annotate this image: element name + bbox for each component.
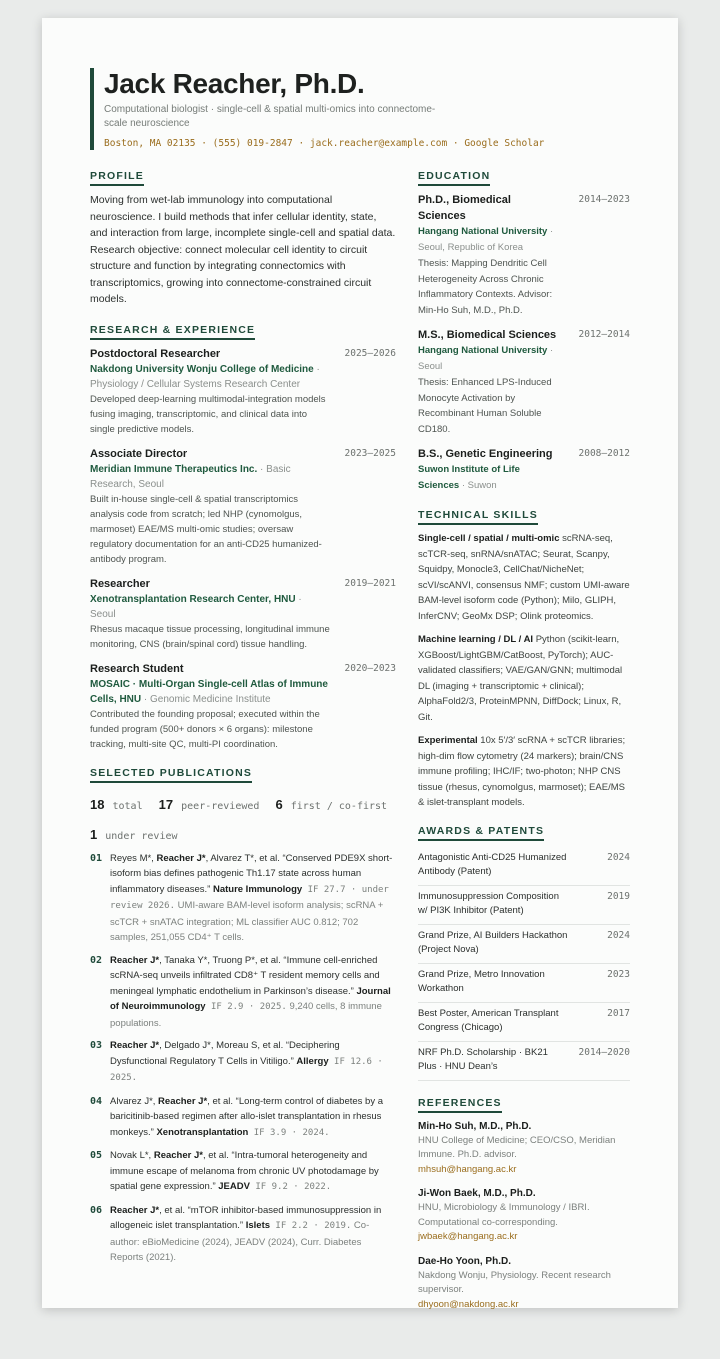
experience-org: Xenotransplantation Research Center, HNU — [90, 593, 296, 605]
experience-description: Built in-house single-cell & spatial transcriptomics analysis code from scratch; led NHP (cynomolgus, marmoset) EAE/MS multi-omic studies; oversaw regulatory documentation for an anti-CD25 humanized-antibody program. — [90, 493, 322, 565]
publication-citation — [110, 1203, 394, 1266]
experience-org: MOSAIC · Multi-Organ Single-cell Atlas of Immune Cells, HNU — [90, 678, 328, 705]
experience-entry — [90, 661, 396, 752]
education-entry — [418, 327, 630, 437]
pub-self-author: Reacher J* — [110, 1204, 160, 1216]
stat-label: peer-reviewed — [181, 800, 260, 812]
experience-heading: RESEARCH & EXPERIENCE — [90, 324, 255, 340]
education-description: Thesis: Mapping Dendritic Cell Heterogeneity Across Chronic Inflammatory Contexts. Advisor: Min-Ho Suh, M.D., Ph.D. — [418, 258, 553, 316]
education-date: 2012–2014 — [578, 329, 630, 340]
education-heading: EDUCATION — [418, 170, 490, 186]
education-org-line — [418, 343, 558, 375]
publication-item — [90, 1203, 396, 1266]
award-item — [418, 847, 630, 886]
education-description: Thesis: Enhanced LPS-Induced Monocyte Activation by Recombinant Human Soluble CD180. — [418, 377, 552, 435]
reference-item — [418, 1119, 630, 1178]
degree-title: M.S., Biomedical Sciences — [418, 329, 557, 341]
reference-name: Dae-Ho Yoon, Ph.D. — [418, 1255, 511, 1267]
publication-stats — [90, 791, 396, 851]
publication-item — [90, 851, 396, 946]
experience-org-line — [90, 462, 330, 492]
pub-journal: Xenotransplantation — [156, 1126, 249, 1138]
skill-label: Single-cell / spatial / multi-omic — [418, 533, 560, 544]
contact-line[interactable]: Boston, MA 02135 · (555) 019-2847 · jack.reacher@example.com · Google Scholar — [104, 138, 545, 149]
publication-item — [90, 1038, 396, 1087]
left-column — [90, 164, 396, 1273]
pub-title: , Delgado J*, Moreau S, et al. “Deciphering Dysfunctional Regulatory T Cells in Vitiligo.” — [110, 1040, 340, 1067]
education-date: 2008–2012 — [578, 448, 630, 459]
publication-number: 02 — [90, 954, 103, 966]
reference-email[interactable]: dhyoon@nakdong.ac.kr — [418, 1298, 519, 1310]
experience-role: Researcher — [90, 577, 150, 590]
publication-number: 01 — [90, 852, 103, 864]
reference-email[interactable]: jwbaek@hangang.ac.kr — [418, 1231, 518, 1242]
reference-name: Min-Ho Suh, M.D., Ph.D. — [418, 1120, 532, 1132]
stat-count: 17 — [158, 796, 174, 812]
award-text: Grand Prize, AI Builders Hackathon (Project Nova) — [418, 929, 568, 955]
award-item — [418, 886, 630, 925]
publication-number: 06 — [90, 1204, 103, 1216]
award-text: Immunosuppression Composition w/ PI3K Inhibitor (Patent) — [418, 890, 559, 916]
skill-group — [418, 531, 630, 624]
experience-org: Meridian Immune Therapeutics Inc. — [90, 463, 258, 475]
publications-heading: SELECTED PUBLICATIONS — [90, 767, 252, 783]
award-item — [418, 925, 630, 964]
publication-number: 04 — [90, 1095, 103, 1107]
reference-description: HNU, Microbiology & Immunology / IBRI. Computational co-corresponding. — [418, 1202, 590, 1228]
experience-location: · Genomic Medicine Institute — [141, 693, 271, 705]
skill-text: 10x 5′/3′ scRNA + scTCR libraries; high-dim flow cytometry (24 markers); brain/CNS immune profiling; IHC/IF; two-photon; NHP CNS tissue (rhesus, cynomolgus, marmoset); EAE/MS & islet-transplant models. — [418, 735, 626, 808]
stat-label: under review — [105, 830, 178, 842]
skill-text: scRNA-seq, scTCR-seq, snRNA/snATAC; Seurat, Scanpy, Squidpy, Monocle3, CellChat/NicheNet; scVI/scANVI, consensus NMF; custom UMI-aware BAM-level isoform code (Python); Milo, GLIPH, InferCNV; GeoMx DSP; Olink proteomics. — [418, 533, 630, 622]
candidate-tagline: Computational biologist · single-cell & spatial multi-omics into connectome-scale neuroscience — [104, 104, 436, 129]
degree-title: Ph.D., Biomedical Sciences — [418, 194, 511, 222]
experience-date: 2020–2023 — [344, 662, 396, 674]
skill-group — [418, 632, 630, 725]
award-year: 2024 — [607, 929, 630, 941]
education-org: Hangang National University — [418, 345, 548, 356]
publication-number: 05 — [90, 1150, 103, 1161]
pub-self-author: Reacher J* — [153, 1150, 203, 1161]
references-heading: REFERENCES — [418, 1097, 502, 1113]
award-year: 2019 — [607, 890, 630, 902]
skill-text: Python (scikit-learn, XGBoost/LightGBM/CatBoost, PyTorch); AUC-validated classifiers; VAE/GAN/GNN; multimodal DL (imaging + transcriptomic + clinical); AlphaFold2/3, ProteinMPNN, DiffDock; Linux, R, Git. — [418, 634, 623, 723]
pub-self-author: Reacher J* — [110, 1040, 160, 1051]
skill-label: Experimental — [418, 735, 478, 746]
experience-description: Rhesus macaque tissue processing, longitudinal immune monitoring, CNS (brain/spinal cord) tissue handling. — [90, 623, 330, 650]
education-location: · Seoul, Republic of Korea — [418, 226, 554, 253]
resume-page — [42, 18, 678, 1308]
skills-heading: TECHNICAL SKILLS — [418, 509, 538, 525]
award-text: Grand Prize, Metro Innovation Workathon — [418, 968, 545, 994]
experience-date: 2019–2021 — [344, 577, 396, 589]
education-org: Suwon Institute of Life Sciences — [418, 464, 520, 491]
pub-title: , et al. “Intra-tumoral heterogeneity and immune escape of melanoma from chronic UV photodamage by spatial gene expression.” — [110, 1150, 379, 1192]
stat-count: 6 — [275, 796, 283, 812]
experience-org-line — [90, 362, 330, 392]
award-item — [418, 1042, 630, 1081]
skill-group — [418, 733, 630, 811]
pub-self-author: Reacher J* — [156, 852, 206, 864]
pub-meta: IF 27.7 · under review 2026. — [110, 884, 389, 911]
experience-role: Research Student — [90, 662, 184, 675]
education-org-line — [418, 462, 558, 494]
experience-description: Developed deep-learning multimodal-integration models fusing imaging, transcriptomic, and clinical data into single predictive models. — [90, 393, 326, 435]
award-year: 2014–2020 — [578, 1046, 630, 1058]
education-entry — [418, 446, 630, 494]
publication-citation — [110, 953, 394, 1032]
experience-org-line — [90, 592, 330, 622]
candidate-name: Jack Reacher, Ph.D. — [104, 68, 365, 99]
publication-item — [90, 1148, 396, 1196]
pub-journal: Journal of Neuroimmunology — [110, 985, 391, 1012]
stat-label: total — [112, 800, 143, 812]
experience-role: Associate Director — [90, 447, 188, 460]
award-text: Best Poster, American Transplant Congress (Chicago) — [418, 1007, 559, 1033]
skill-label: Machine learning / DL / AI — [418, 634, 534, 645]
pub-authors-before: Novak L*, — [110, 1150, 154, 1161]
experience-entry — [90, 446, 396, 567]
pub-note: UMI-aware BAM-level isoform analysis; scRNA + scTCR + snATAC integration; ML classifier AUC 0.812; 702 samples, 251,055 CD4⁺ T cells. — [110, 900, 384, 943]
pub-meta: IF 2.2 · 2019. — [270, 1221, 352, 1231]
pub-journal: Nature Immunology — [212, 883, 303, 895]
publication-citation — [110, 1094, 394, 1142]
publication-number: 03 — [90, 1040, 103, 1051]
education-location: · Suwon — [459, 480, 497, 491]
reference-item — [418, 1254, 630, 1313]
reference-item — [418, 1186, 630, 1245]
award-item — [418, 964, 630, 1003]
education-date: 2014–2023 — [578, 194, 630, 205]
education-org-line — [418, 224, 558, 256]
education-location: · Seoul — [418, 345, 554, 372]
experience-org-line — [90, 677, 330, 707]
degree-title: B.S., Genetic Engineering — [418, 448, 553, 460]
publication-citation — [110, 1148, 394, 1196]
pub-title: , Alvarez T*, et al. “Conserved PDE9X short-isoform bias defines pathogenic Th1.17 state across human inflammatory diseases.” — [110, 852, 393, 895]
pub-note: 9,240 cells, 8 immune populations. — [110, 1001, 382, 1029]
pub-title: , et al. “Long-term control of diabetes by a baricitinib-based regimen after allo-islet transplantation in rhesus monkeys.” — [110, 1095, 384, 1138]
award-year: 2023 — [607, 968, 630, 980]
stat-label: first / co-first — [290, 800, 388, 812]
publication-item — [90, 953, 396, 1032]
experience-location: · Basic Research, Seoul — [90, 463, 291, 490]
pub-self-author: Reacher J* — [158, 1095, 208, 1107]
pub-note: Co-author: eBioMedicine (2024), JEADV (2024), Curr. Diabetes Reports (2021). — [110, 1220, 370, 1263]
pub-meta: IF 2.9 · 2025. — [205, 1002, 287, 1012]
award-year: 2024 — [607, 851, 630, 863]
education-org: Hangang National University — [418, 226, 548, 237]
pub-meta: IF 3.9 · 2024. — [248, 1127, 330, 1138]
education-entry — [418, 192, 630, 318]
award-item — [418, 1003, 630, 1042]
stat-count: 1 — [90, 826, 98, 842]
reference-description: Nakdong Wonju, Physiology. Recent research supervisor. — [418, 1269, 611, 1295]
reference-email[interactable]: mhsuh@hangang.ac.kr — [418, 1163, 517, 1175]
experience-location: · Seoul — [90, 593, 302, 620]
experience-location: · Physiology / Cellular Systems Research Center — [90, 363, 320, 390]
publication-citation — [110, 851, 394, 946]
reference-name: Ji-Won Baek, M.D., Ph.D. — [418, 1188, 536, 1199]
award-text: NRF Ph.D. Scholarship · BK21 Plus · HNU Dean’s — [418, 1046, 548, 1072]
pub-journal: JEADV — [218, 1181, 250, 1192]
pub-journal: Allergy — [296, 1055, 329, 1067]
resume-header — [90, 68, 624, 150]
publication-citation — [110, 1038, 394, 1087]
pub-journal: Islets — [245, 1220, 271, 1231]
pub-meta: IF 9.2 · 2022. — [249, 1182, 332, 1192]
pub-meta: IF 12.6 · 2025. — [110, 1056, 383, 1083]
experience-description: Contributed the founding proposal; executed within the funded program (500+ donors × 6 organs): milestone tracking, multi-site QC, multi-PI coordination. — [90, 708, 320, 750]
pub-title: , Tanaka Y*, Truong P*, et al. “Immune cell-enriched scRNA-seq unveils infiltrated CD8⁺ T resident memory cells and meningeal lymphatic endothelium in Parkinson’s disease.” — [110, 954, 380, 997]
experience-org: Nakdong University Wonju College of Medicine — [90, 363, 314, 375]
profile-heading: PROFILE — [90, 170, 144, 186]
experience-entry — [90, 346, 396, 437]
pub-title: , et al. “mTOR inhibitor-based immunosuppression in allogeneic islet transplantation.” — [110, 1204, 382, 1231]
pub-authors-before: Reyes M*, — [110, 852, 157, 864]
award-text: Antagonistic Anti-CD25 Humanized Antibody (Patent) — [418, 851, 567, 877]
experience-date: 2025–2026 — [344, 347, 396, 359]
reference-description: HNU College of Medicine; CEO/CSO, Meridian Immune. Ph.D. advisor. — [418, 1134, 616, 1160]
profile-text: Moving from wet-lab immunology into computational neuroscience. I build methods that infer cellular identity, state, and interaction from large, incomplete single-cell and spatial data. Research objective: connect molecular cell identity to circuit structure and function by integrating connectomics with transcriptomics, growing into connectome-constrained circuit models. — [90, 194, 396, 305]
experience-date: 2023–2025 — [344, 447, 396, 459]
award-year: 2017 — [607, 1007, 630, 1019]
stat-count: 18 — [90, 796, 105, 812]
right-column — [418, 164, 630, 1321]
experience-role: Postdoctoral Researcher — [90, 347, 221, 360]
pub-self-author: Reacher J* — [110, 954, 160, 966]
awards-heading: AWARDS & PATENTS — [418, 825, 544, 841]
publication-item — [90, 1094, 396, 1142]
pub-authors-before: Alvarez J*, — [110, 1095, 159, 1107]
experience-entry — [90, 576, 396, 652]
